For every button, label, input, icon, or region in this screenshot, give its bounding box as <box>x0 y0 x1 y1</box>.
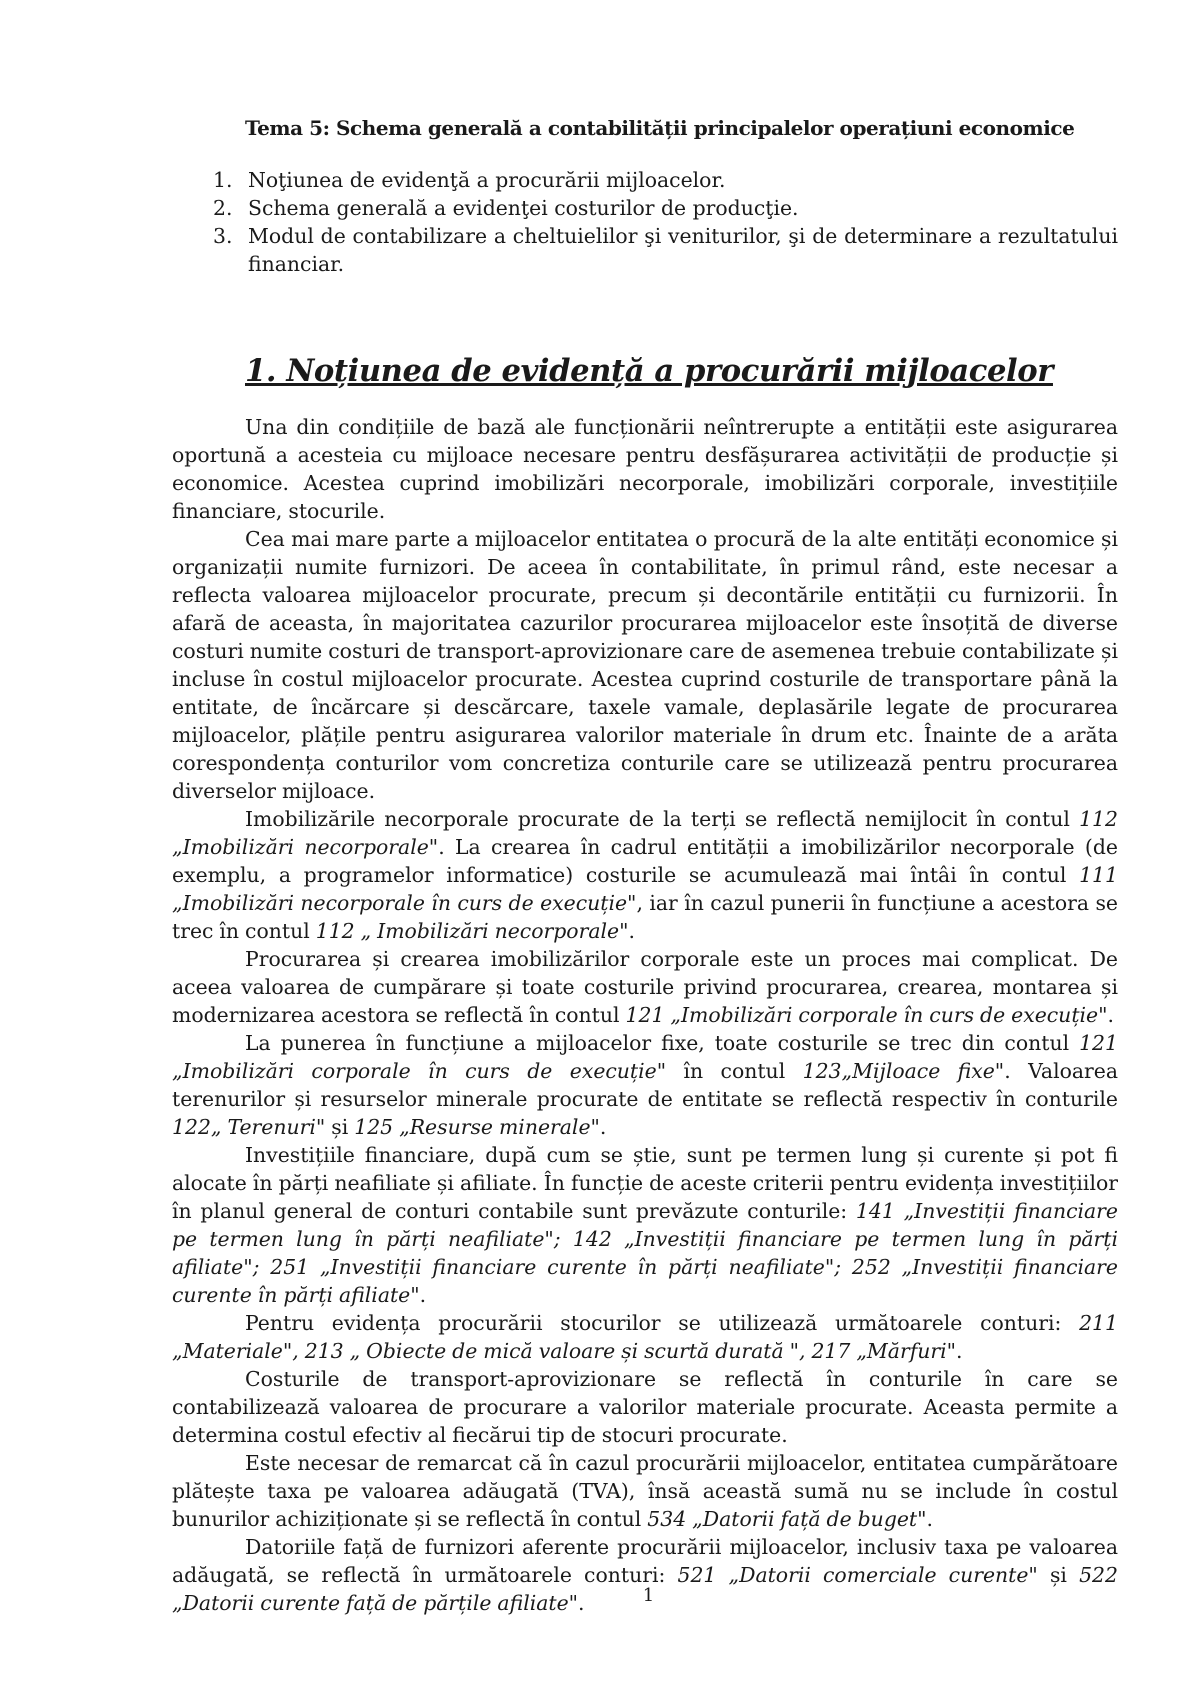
page-number: 1 <box>642 1585 655 1606</box>
body-paragraph <box>172 1141 1118 1309</box>
toc-item-text: Modul de contabilizare a cheltuielilor şi veniturilor, şi de determinare a rezultatului financiar. <box>248 224 1118 276</box>
account-reference: 122„ Terenuri" <box>172 1115 326 1139</box>
account-reference: 534 „Datorii față de buget" <box>647 1507 927 1531</box>
account-reference: 121 „Imobilizări corporale în curs de execuție" <box>625 1003 1108 1027</box>
paragraph-text: . Valoarea terenurilor și resurselor minerale procurate de entitate se reflectă respectiv în conturile <box>172 1059 1119 1111</box>
account-reference: 521 „Datorii comerciale curente" <box>677 1563 1038 1587</box>
body-paragraph <box>172 525 1118 805</box>
paragraph-text: Cea mai mare parte a mijloacelor entitatea o procură de la alte entități economice și organizații numite furnizori. De aceea în contabilitate, în primul rând, este necesar a reflecta valoarea mijloacelor procurate, precum și decontările entității cu furnizorii. În afară de aceasta, în majoritatea cazurilor procurarea mijloacelor este însoțită de diverse costuri numite costuri de transport-aprovizionare care de asemenea trebuie contabilizate și incluse în costul mijloacelor procurate. Acestea cuprind costurile de transportare până la entitate, de încărcare și descărcare, taxele vamale, deplasările legate de procurarea mijloacelor, plățile pentru asigurarea valorilor materiale în drum etc. Înainte de a arăta corespondența conturilor vom concretiza conturile care se utilizează pentru procurarea diverselor mijloace. <box>172 527 1118 803</box>
paragraph-text: Costurile de transport-aprovizionare se reflectă în conturile în care se contabilizează valoarea de procurare a valorilor materiale procurate. Aceasta permite a determina costul efectiv al fiecărui tip de stocuri procurate. <box>172 1367 1118 1447</box>
account-reference: 111 „Imobilizări necorporale în curs de execuție" <box>172 863 1118 915</box>
body-paragraph <box>172 1309 1118 1365</box>
toc-item-text: Noţiunea de evidenţă a procurării mijloacelor. <box>248 168 726 192</box>
paragraph-text: La punerea în funcțiune a mijloacelor fixe, toate costurile se trec din contul <box>245 1031 1080 1055</box>
toc-item-number: 1. <box>213 168 233 192</box>
account-reference: 211 „Materiale", 213 „ Obiecte de mică valoare și scurtă durată ", 217 „Mărfuri" <box>172 1311 1118 1363</box>
paragraph-text: . <box>578 1591 585 1615</box>
paragraph-text: . <box>628 919 635 943</box>
account-reference: 141 „Investiții financiare pe termen lung în părți neafiliate"; 142 „Investiții financiare pe termen lung în părți afiliate"; 251 „Investiții financiare curente în părți neafiliate"; 252 „Investiții financiare curente în părți afiliate" <box>172 1199 1119 1307</box>
paragraph-text: Procurarea și crearea imobilizărilor corporale este un proces mai complicat. De aceea valoarea de cumpărare și toate costurile privind procurarea, crearea, montarea și modernizarea acestora se reflectă în contul <box>172 947 1118 1027</box>
account-reference: 112 „ Imobilizări necorporale" <box>315 919 629 943</box>
paragraph-text: în contul <box>666 1059 803 1083</box>
document-title: Tema 5: Schema generală a contabilității principalelor operațiuni economice <box>245 116 1075 140</box>
toc-item-number: 3. <box>213 224 233 248</box>
paragraph-text: . <box>956 1339 963 1363</box>
paragraph-text: . <box>926 1507 933 1531</box>
paragraph-text: Una din condițiile de bază ale funcționării neîntrerupte a entității este asigurarea oportună a acesteia cu mijloace necesare pentru desfășurarea activității de producție și economice. Acestea cuprind imobilizări necorporale, imobilizări corporale, investițiile financiare, stocurile. <box>172 415 1118 523</box>
body-paragraph <box>172 1029 1118 1141</box>
toc-item <box>213 222 1118 278</box>
paragraph-text: . <box>1107 1003 1114 1027</box>
section-heading: 1. Noțiunea de evidență a procurării mijloacelor <box>245 353 1053 389</box>
paragraph-text: Investițiile financiare, după cum se știe, sunt pe termen lung și curente și pot fi alocate în părți neafiliate și afiliate. În funcție de aceste criterii pentru evidența investițiilor în planul general de conturi contabile sunt prevăzute conturile: <box>172 1143 1118 1223</box>
paragraph-text: . <box>599 1115 607 1139</box>
toc-item <box>213 194 1118 222</box>
table-of-contents <box>213 166 1118 278</box>
paragraph-text: . La crearea în cadrul entității a imobilizărilor necorporale (de exemplu, a programelor informatice) costurile se acumulează mai întâi în contul <box>172 835 1118 887</box>
body-paragraph <box>172 1365 1118 1449</box>
paragraph-text: . <box>419 1283 427 1307</box>
body-paragraph <box>172 413 1118 525</box>
toc-item-number: 2. <box>213 196 233 220</box>
body-paragraph <box>172 945 1118 1029</box>
toc-item-text: Schema generală a evidenţei costurilor de producţie. <box>248 196 799 220</box>
body-paragraph <box>172 805 1118 945</box>
account-reference: 112 „Imobilizări necorporale" <box>172 807 1118 859</box>
account-reference: 125 „Resurse minerale" <box>354 1115 600 1139</box>
paragraph-text: Imobilizările necorporale procurate de la terți se reflectă nemijlocit în contul <box>245 807 1080 831</box>
paragraph-text: și <box>325 1115 355 1139</box>
paragraph-text: Datoriile față de furnizori aferente procurării mijloacelor, inclusiv taxa pe valoarea adăugată, se reflectă în următoarele conturi: <box>172 1535 1118 1587</box>
paragraph-text: Pentru evidența procurării stocurilor se utilizează următoarele conturi: <box>245 1311 1080 1335</box>
account-reference: 123„Mijloace fixe" <box>802 1059 1005 1083</box>
account-reference: 121 „Imobilizări corporale în curs de execuție" <box>172 1031 1118 1083</box>
account-reference: 522 „Datorii curente față de părțile afiliate" <box>172 1563 1118 1615</box>
body-paragraph <box>172 1449 1118 1533</box>
paragraph-text: , iar în cazul punerii în funcțiune a acestora se trec în contul <box>172 891 1118 943</box>
paragraph-text: și <box>1037 1563 1080 1587</box>
toc-item <box>213 166 1118 194</box>
body-text <box>172 413 1118 1617</box>
paragraph-text: Este necesar de remarcat că în cazul procurării mijloacelor, entitatea cumpărătoare plătește taxa pe valoarea adăugată (TVA), însă această sumă nu se include în costul bunurilor achiziționate și se reflectă în contul <box>172 1451 1118 1531</box>
